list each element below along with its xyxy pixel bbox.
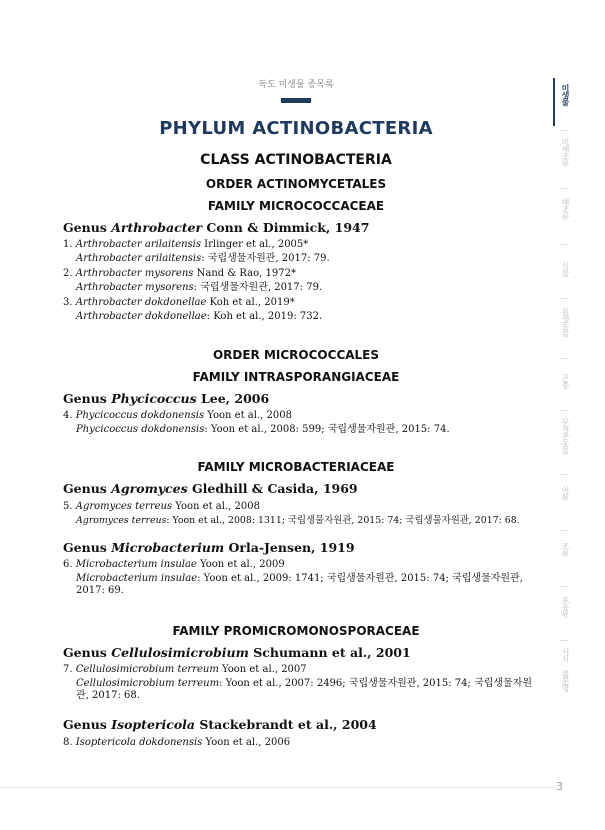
sidebar-item-protozoa[interactable]: 원생동물 bbox=[561, 308, 570, 336]
sidebar-divider bbox=[560, 244, 568, 245]
sidebar-item-microbes[interactable]: 미생물 bbox=[561, 84, 570, 105]
genus-heading-phycicoccus: Genus Phycicoccus Lee, 2006 bbox=[63, 391, 270, 406]
genus-name: Phycicoccus bbox=[111, 391, 197, 406]
sidebar-item-birds[interactable]: 조류 bbox=[561, 542, 570, 556]
species-entry-4: 4. Phycicoccus dokdonensis Yoon et al., 2008 bbox=[63, 410, 292, 421]
sidebar-item-fishes[interactable]: 어류 bbox=[561, 486, 570, 500]
phylum-heading: PHYLUM ACTINOBACTERIA bbox=[159, 118, 433, 139]
sidebar-item-insects[interactable]: 곤충 bbox=[561, 374, 570, 388]
sidebar-divider bbox=[560, 530, 568, 531]
sidebar-divider bbox=[560, 188, 568, 189]
sidebar-divider bbox=[560, 410, 568, 411]
order-heading-micrococcales: ORDER MICROCOCCALES bbox=[212, 348, 380, 362]
sidebar-item-plants[interactable]: 식물 bbox=[561, 262, 570, 276]
footer-rule bbox=[0, 787, 553, 788]
class-heading: CLASS ACTINOBACTERIA bbox=[200, 152, 392, 168]
genus-heading-isoptericola: Genus Isoptericola Stackebrandt et al., 2004 bbox=[63, 717, 377, 732]
species-entry-6: 6. Microbacterium insulae Yoon et al., 2009 bbox=[63, 559, 285, 570]
sidebar-divider bbox=[560, 130, 568, 131]
sidebar-divider bbox=[560, 358, 568, 359]
header-accent-bar bbox=[281, 98, 311, 103]
species-entry-8: 8. Isoptericola dokdonensis Yoon et al., 2006 bbox=[63, 737, 291, 748]
sidebar-divider bbox=[560, 640, 568, 641]
genus-name: Agromyces bbox=[111, 481, 188, 496]
genus-name: Cellulosimicrobium bbox=[111, 645, 249, 660]
species-entry-2: 2. Arthrobacter mysorens Nand & Rao, 1972* bbox=[63, 268, 296, 279]
genus-heading-cellulosimicrobium: Genus Cellulosimicrobium Schumann et al., 2001 bbox=[63, 645, 411, 660]
family-heading-microbacteriaceae: FAMILY MICROBACTERIACEAE bbox=[197, 460, 395, 474]
family-heading-intrasporangiaceae: FAMILY INTRASPORANGIACEAE bbox=[192, 370, 400, 384]
genus-heading-arthrobacter: Genus Arthrobacter Conn & Dimmick, 1947 bbox=[63, 220, 370, 235]
genus-name: Microbacterium bbox=[111, 540, 225, 555]
sidebar-item-seaweeds[interactable]: 해조류 bbox=[561, 198, 570, 219]
species-entry-5: 5. Agromyces terreus Yoon et al., 2008 bbox=[63, 501, 260, 512]
sidebar-item-habitat-unknown[interactable]: 서식 불분명 bbox=[561, 648, 570, 691]
reference-entry-1: Arthrobacter arilaitensis: 국립생물자원관, 2017: 79. bbox=[76, 253, 330, 264]
species-entry-1: 1. Arthrobacter arilaitensis Irlinger et al., 2005* bbox=[63, 239, 309, 250]
reference-entry-7: Cellulosimicrobium terreum: Yoon et al., 2007: 2496; 국립생물자원관, 2015: 74; 국립생물자원관, 2017: 68. bbox=[76, 678, 533, 701]
reference-entry-3: Arthrobacter dokdonellae: Koh et al., 2019: 732. bbox=[76, 311, 323, 322]
page-number: 3 bbox=[556, 780, 563, 793]
running-header: 독도 미생물 종목록 bbox=[258, 80, 334, 90]
sidebar-item-mammals[interactable]: 포유류 bbox=[561, 596, 570, 617]
sidebar-item-invertebrates[interactable]: 무척추동물 bbox=[561, 418, 570, 453]
reference-entry-6: Microbacterium insulae: Yoon et al., 2009: 1741; 국립생물자원관, 2015: 74; 국립생물자원관, 2017: 69. bbox=[76, 573, 523, 596]
order-heading-actinomycetales: ORDER ACTINOMYCETALES bbox=[205, 177, 387, 191]
sidebar-item-microalgae[interactable]: 미세조류 bbox=[561, 138, 570, 166]
reference-entry-2: Arthrobacter mysorens: 국립생물자원관, 2017: 79. bbox=[76, 282, 323, 293]
sidebar-active-indicator bbox=[553, 78, 555, 126]
species-entry-7: 7. Cellulosimicrobium terreum Yoon et al., 2007 bbox=[63, 664, 307, 675]
genus-heading-agromyces: Genus Agromyces Gledhill & Casida, 1969 bbox=[63, 481, 358, 496]
sidebar-divider bbox=[560, 474, 568, 475]
genus-heading-microbacterium: Genus Microbacterium Orla-Jensen, 1919 bbox=[63, 540, 355, 555]
family-heading-micrococcaceae: FAMILY MICROCOCCACEAE bbox=[207, 199, 385, 213]
species-entry-3: 3. Arthrobacter dokdonellae Koh et al., 2019* bbox=[63, 297, 295, 308]
genus-name: Isoptericola bbox=[111, 717, 196, 732]
family-heading-promicromonosporaceae: FAMILY PROMICROMONOSPORACEAE bbox=[172, 624, 420, 638]
sidebar-divider bbox=[560, 586, 568, 587]
genus-name: Arthrobacter bbox=[111, 220, 203, 235]
sidebar-divider bbox=[560, 298, 568, 299]
reference-entry-5: Agromyces terreus: Yoon et al., 2008: 1311; 국립생물자원관, 2015: 74; 국립생물자원관, 2017: 68. bbox=[76, 515, 520, 526]
reference-entry-4: Phycicoccus dokdonensis: Yoon et al., 2008: 599; 국립생물자원관, 2015: 74. bbox=[76, 424, 450, 435]
